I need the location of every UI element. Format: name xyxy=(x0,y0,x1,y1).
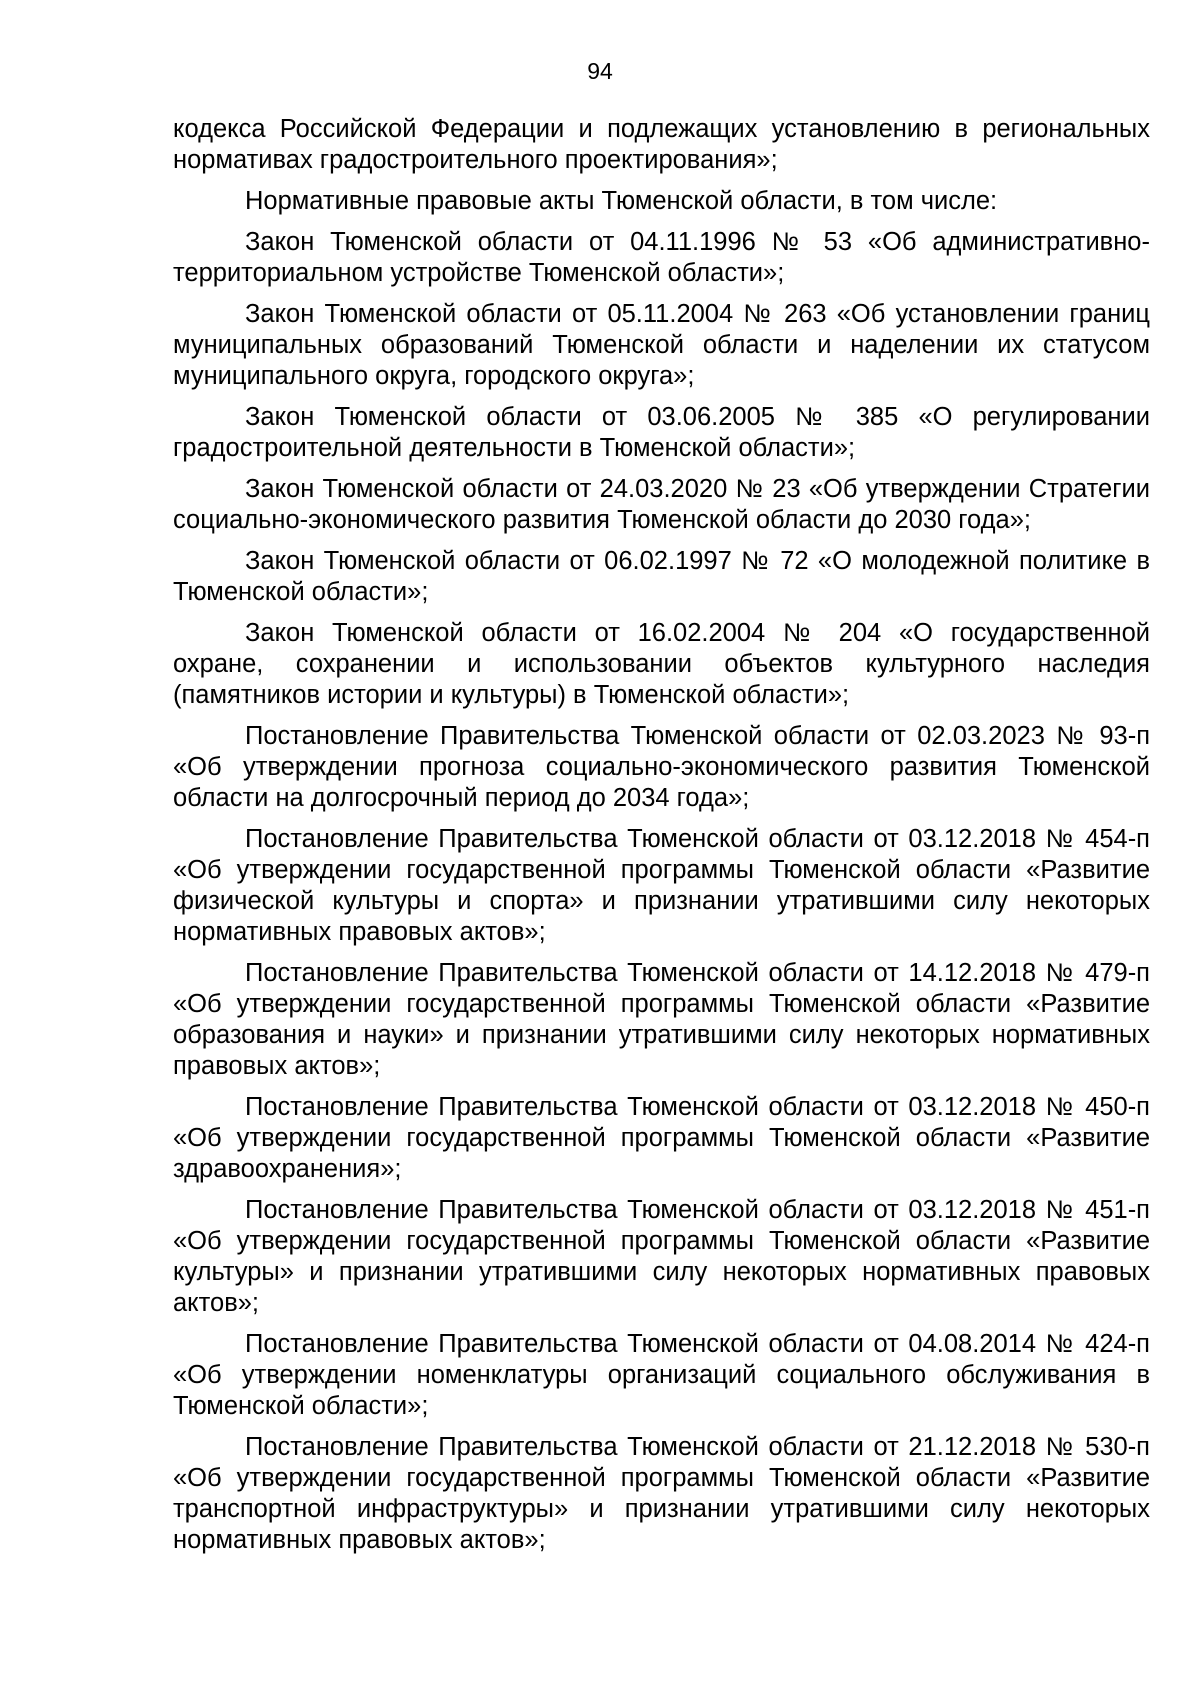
document-body xyxy=(173,114,1150,1566)
paragraph-resolution-item: Постановление Правительства Тюменской области от 14.12.2018 № 479-п «Об утверждении государственной программы Тюменской области «Развитие образования и науки» и признании утратившими силу некоторых нормативных правовых актов»; xyxy=(173,959,1150,1080)
paragraph-resolution-item: Постановление Правительства Тюменской области от 03.12.2018 № 450-п «Об утверждении государственной программы Тюменской области «Развитие здравоохранения»; xyxy=(173,1093,1150,1183)
paragraph-law-item: Закон Тюменской области от 16.02.2004 № 204 «О государственной охране, сохранении и использовании объектов культурного наследия (памятников истории и культуры) в Тюменской области»; xyxy=(173,619,1150,709)
paragraph-law-item: Закон Тюменской области от 05.11.2004 № 263 «Об установлении границ муниципальных образований Тюменской области и наделении их статусом муниципального округа, городского округа»; xyxy=(173,300,1150,390)
paragraph-resolution-item: Постановление Правительства Тюменской области от 04.08.2014 № 424-п «Об утверждении номенклатуры организаций социального обслуживания в Тюменской области»; xyxy=(173,1330,1150,1420)
paragraph-resolution-item: Постановление Правительства Тюменской области от 03.12.2018 № 451-п «Об утверждении государственной программы Тюменской области «Развитие культуры» и признании утратившими силу некоторых нормативных правовых актов»; xyxy=(173,1196,1150,1317)
paragraph-law-item: Закон Тюменской области от 03.06.2005 № 385 «О регулировании градостроительной деятельности в Тюменской области»; xyxy=(173,403,1150,462)
paragraph-resolution-item: Постановление Правительства Тюменской области от 02.03.2023 № 93-п «Об утверждении прогноза социально-экономического развития Тюменской области на долгосрочный период до 2034 года»; xyxy=(173,722,1150,812)
page-number: 94 xyxy=(587,58,613,84)
paragraph-continuation: кодекса Российской Федерации и подлежащих установлению в региональных нормативах градостроительного проектирования»; xyxy=(173,115,1150,174)
paragraph-resolution-item: Постановление Правительства Тюменской области от 21.12.2018 № 530-п «Об утверждении государственной программы Тюменской области «Развитие транспортной инфраструктуры» и признании утратившими силу некоторых нормативных правовых актов»; xyxy=(173,1433,1150,1554)
paragraph-law-item: Закон Тюменской области от 04.11.1996 № 53 «Об административно-территориальном устройстве Тюменской области»; xyxy=(173,228,1150,287)
paragraph-law-item: Закон Тюменской области от 24.03.2020 № 23 «Об утверждении Стратегии социально-экономического развития Тюменской области до 2030 года»; xyxy=(173,475,1150,534)
paragraph-resolution-item: Постановление Правительства Тюменской области от 03.12.2018 № 454-п «Об утверждении государственной программы Тюменской области «Развитие физической культуры и спорта» и признании утратившими силу некоторых нормативных правовых актов»; xyxy=(173,825,1150,946)
paragraph-section-heading: Нормативные правовые акты Тюменской области, в том числе: xyxy=(245,187,998,215)
paragraph-law-item: Закон Тюменской области от 06.02.1997 № 72 «О молодежной политике в Тюменской области»; xyxy=(173,547,1150,606)
